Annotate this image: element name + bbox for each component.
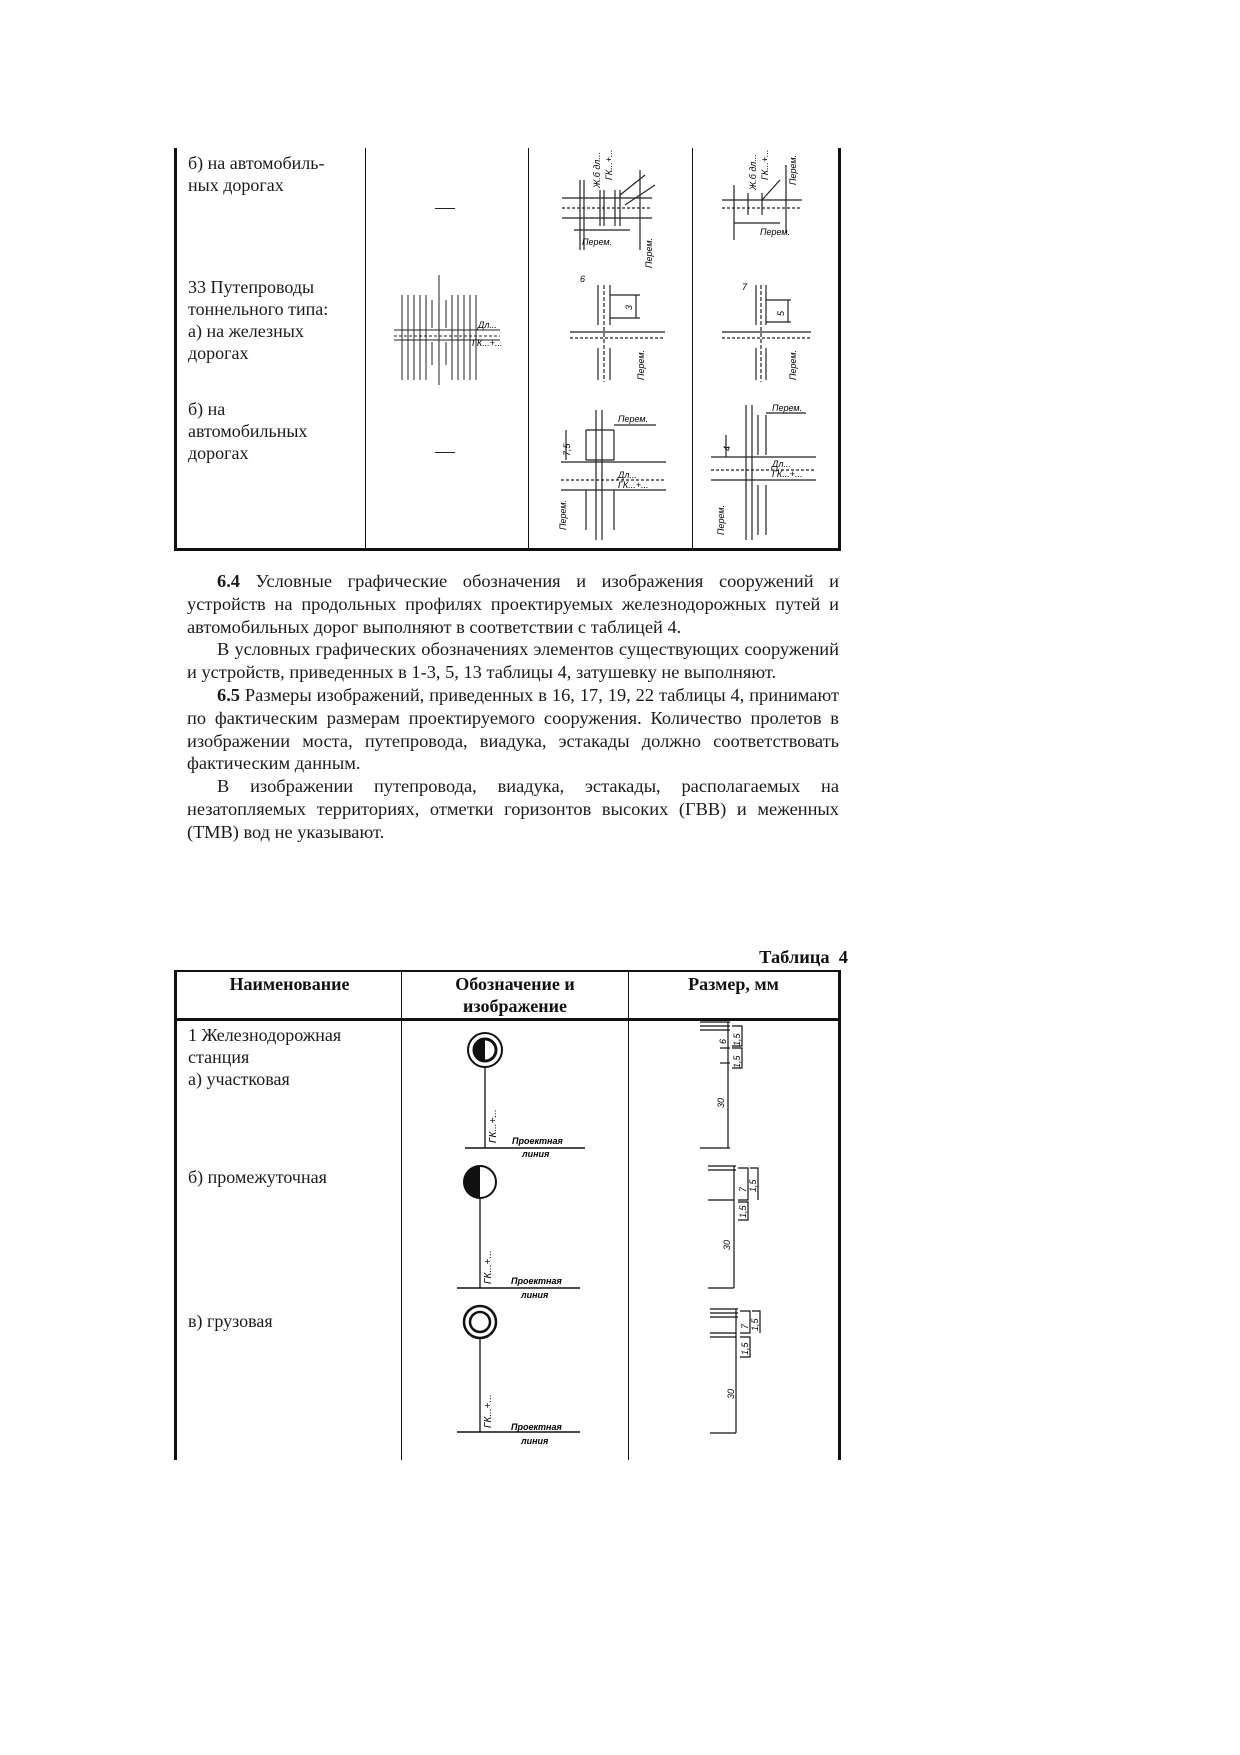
tunnel-overpass-road-drawing-b bbox=[706, 395, 821, 540]
station-district-proj1: Проектная bbox=[512, 1136, 563, 1146]
station-intermediate-d30: 30 bbox=[722, 1239, 732, 1250]
station-freight-d30: 30 bbox=[726, 1388, 736, 1399]
top-row-3-name: б) на автомобильных дорогах bbox=[188, 399, 308, 463]
tunnel-road-a-d75: 7,5 bbox=[562, 443, 572, 456]
paragraph-6-4-text: Условные графические обозначения и изображения сооружений и устройств на продольных профилях проектируемых железнодорожных путей и автомобильных дорог выполняют в соответствии с таблицей 4. bbox=[187, 571, 839, 637]
top-row-3-dash: — bbox=[435, 440, 455, 462]
station-intermediate-gk: ГК...+... bbox=[483, 1250, 494, 1284]
road-overpass-b-gk-label: ГК...+... bbox=[760, 149, 770, 180]
station-district-d30: 30 bbox=[716, 1097, 726, 1108]
table-4-row-3-name: в) грузовая bbox=[188, 1311, 273, 1331]
road-overpass-a-gk-label: ГК...+... bbox=[604, 150, 614, 180]
tunnel-overpass-rail-drawing-b bbox=[716, 270, 816, 385]
station-intermediate-d15a: 1,5 bbox=[748, 1179, 758, 1192]
top-table-bottom-border bbox=[174, 548, 841, 551]
table-4-col-divider-1 bbox=[401, 970, 402, 1460]
table-4-top-border bbox=[174, 970, 841, 972]
tunnel-rail-b-d7: 7 bbox=[742, 282, 748, 292]
top-table-col-divider-3 bbox=[692, 148, 693, 551]
top-row-1-dash: — bbox=[435, 196, 455, 218]
station-freight-proj2: линия bbox=[521, 1436, 549, 1446]
tunnel-road-b-d4: 4 bbox=[722, 445, 732, 451]
tunnel-rail-a-d6: 6 bbox=[580, 274, 586, 284]
paragraph-6-4-b: В условных графических обозначениях элементов существующих сооружений и устройств, приведенных в 1-3, 5, 13 таблицы 4, затушевку не выполняют. bbox=[187, 639, 839, 683]
station-freight-gk: ГК...+... bbox=[483, 1394, 494, 1428]
table-4-left-border bbox=[174, 970, 177, 1460]
station-freight-d15b: 1,5 bbox=[740, 1342, 750, 1355]
tunnel-rail-gk-label: ГК...+... bbox=[472, 338, 503, 348]
table-4-row-2-name: б) промежуточная bbox=[188, 1167, 327, 1187]
road-overpass-a-perem-label: Перем. bbox=[582, 237, 613, 247]
table-4-header-name: Наименование bbox=[229, 974, 350, 994]
tunnel-overpass-rail-drawing-a bbox=[570, 270, 670, 385]
tunnel-road-a-dl: Дл... bbox=[618, 470, 637, 480]
tunnel-overpass-road-drawing-a bbox=[556, 400, 676, 540]
tunnel-rail-a-d3: 3 bbox=[624, 304, 634, 310]
paragraph-6-5-text: Размеры изображений, приведенных в 16, 17, 19, 22 таблицы 4, принимают по фактическим размерам проектируемого сооружения. Количество пролетов в изображении моста, путепровода, виадука, эстакады должно соответствовать фактическим данным. bbox=[187, 684, 853, 774]
tunnel-overpass-rail-drawing bbox=[392, 270, 508, 390]
top-row-2-name: 33 Путепроводы тоннельного типа: а) на железных дорогах bbox=[188, 277, 329, 363]
station-freight-size-drawing bbox=[698, 1305, 798, 1450]
tunnel-rail-a-perem: Перем. bbox=[636, 349, 646, 380]
tunnel-road-b-perem: Перем. bbox=[772, 403, 803, 413]
station-freight-proj1: Проектная bbox=[511, 1422, 562, 1432]
station-intermediate-d7: 7 bbox=[738, 1186, 748, 1192]
tunnel-road-a-perem: Перем. bbox=[618, 414, 649, 424]
station-district-d6: 6 bbox=[718, 1038, 728, 1044]
tunnel-rail-dl-label: Дл... bbox=[478, 320, 497, 330]
road-overpass-a-perem-vert-label: Перем. bbox=[644, 237, 654, 268]
road-overpass-b-perem-label: Перем. bbox=[760, 227, 791, 237]
top-table-left-border bbox=[174, 148, 177, 551]
table-4-header-designation: Обозначение и изображение bbox=[455, 974, 575, 1016]
station-intermediate-d15b: 1,5 bbox=[738, 1205, 748, 1218]
road-overpass-a-zhb-label: Ж.б дл... bbox=[592, 152, 602, 188]
station-district-d15a: 1,5 bbox=[732, 1033, 742, 1046]
table-4-row-1-name: 1 Железнодорожная станция а) участковая bbox=[188, 1025, 342, 1089]
tunnel-road-b-perem-vert: Перем. bbox=[716, 504, 726, 535]
station-intermediate-proj1: Проектная bbox=[511, 1276, 562, 1286]
tunnel-road-b-gk: ГК...+... bbox=[772, 469, 803, 479]
tunnel-road-a-gk: ГК...+... bbox=[618, 480, 649, 490]
road-overpass-b-zhb-label: Ж.б дл... bbox=[748, 154, 758, 190]
station-intermediate-size-drawing bbox=[698, 1160, 798, 1300]
table-4-col-divider-2 bbox=[628, 970, 629, 1460]
section-number-6-4: 6.4 bbox=[217, 571, 240, 591]
station-intermediate-symbol bbox=[455, 1160, 585, 1300]
table-4-header-size: Размер, мм bbox=[688, 974, 779, 994]
top-table-right-border bbox=[838, 148, 841, 551]
station-freight-d7: 7 bbox=[740, 1323, 750, 1329]
paragraph-6-4 bbox=[187, 570, 839, 638]
station-district-proj2: линия bbox=[522, 1149, 550, 1158]
top-row-1-name: б) на автомобиль- ных дорогах bbox=[188, 153, 325, 195]
section-number-6-5: 6.5 bbox=[217, 684, 240, 705]
table-4-caption: Таблица 4 bbox=[759, 947, 848, 967]
station-freight-symbol bbox=[455, 1300, 585, 1450]
tunnel-road-b-dl: Дл... bbox=[772, 459, 791, 469]
station-freight-d15a: 1,5 bbox=[750, 1318, 760, 1331]
station-district-d15b: 1,5 bbox=[732, 1055, 742, 1068]
tunnel-road-a-perem-vert: Перем. bbox=[558, 499, 568, 530]
road-overpass-drawing-b bbox=[720, 145, 820, 250]
station-district-size-drawing bbox=[690, 1018, 790, 1158]
station-district-symbol bbox=[460, 1028, 590, 1158]
tunnel-rail-b-d5: 5 bbox=[776, 310, 786, 316]
road-overpass-b-perem-vert-label: Перем. bbox=[788, 154, 798, 185]
table-4-right-border bbox=[838, 970, 841, 1460]
paragraph-6-5 bbox=[187, 684, 853, 775]
tunnel-rail-b-perem: Перем. bbox=[788, 349, 798, 380]
road-overpass-drawing-a bbox=[560, 150, 670, 270]
paragraph-6-5-b: В изображении путепровода, виадука, эстакады, располагаемых на незатопляемых территориях, отметки горизонтов высоких (ГВВ) и меженных (ТМВ) вод не указывают. bbox=[187, 776, 839, 842]
station-district-gk: ГК...+... bbox=[488, 1109, 499, 1143]
body-text bbox=[187, 570, 853, 844]
top-table-col-divider-1 bbox=[365, 148, 366, 551]
station-intermediate-proj2: линия bbox=[521, 1290, 549, 1300]
top-table-col-divider-2 bbox=[528, 148, 529, 551]
